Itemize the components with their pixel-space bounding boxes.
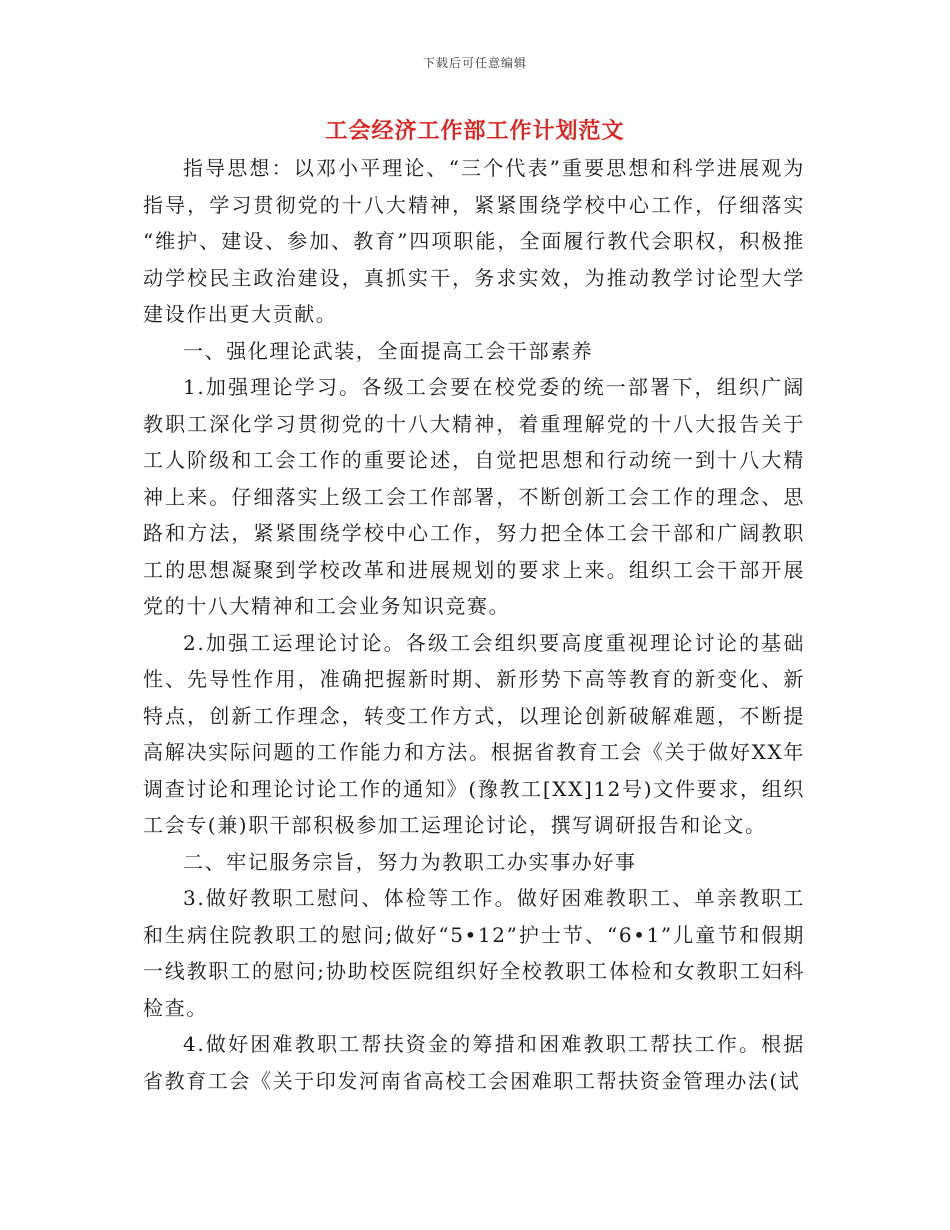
section-heading-2: 二、牢记服务宗旨，努力为教职工办实事办好事 xyxy=(183,849,637,874)
paragraph-item-4: 4.做好困难教职工帮扶资金的筹措和困难教职工帮扶工作。根据省教育工会《关于印发河南省高校工会困难职工帮扶资金管理办法(试 xyxy=(143,1032,805,1093)
paragraph-item-3: 3.做好教职工慰问、体检等工作。做好困难教职工、单亲教职工和生病住院教职工的慰问;做好“5•12”护士节、“6•1”儿童节和假期一线教职工的慰问;协助校医院组织好全校教职工体检和女教职工妇科检查。 xyxy=(143,886,805,1020)
document-body xyxy=(143,150,805,1099)
paragraph-item-2: 2.加强工运理论讨论。各级工会组织要高度重视理论讨论的基础性、先导性作用，准确把握新时期、新形势下高等教育的新变化、新特点，创新工作理念，转变工作方式，以理论创新破解难题，不断提高解决实际问题的工作能力和方法。根据省教育工会《关于做好XX年调查讨论和理论讨论工作的通知》(豫教工[XX]12号)文件要求，组织工会专(兼)职干部积极参加工运理论讨论，撰写调研报告和论文。 xyxy=(143,630,805,837)
paragraph-guiding-ideology: 指导思想：以邓小平理论、“三个代表”重要思想和科学进展观为指导，学习贯彻党的十八大精神，紧紧围绕学校中心工作，仔细落实 “维护、建设、参加、教育”四项职能，全面履行教代会职权，积极推动学校民主政治建设，真抓实干，务求实效，为推动教学讨论型大学建设作出更大贡献。 xyxy=(143,156,805,326)
paragraph-item-1: 1.加强理论学习。各级工会要在校党委的统一部署下，组织广阔教职工深化学习贯彻党的十八大精神，着重理解党的十八大报告关于工人阶级和工会工作的重要论述，自觉把思想和行动统一到十八大精神上来。仔细落实上级工会工作部署，不断创新工会工作的理念、思路和方法，紧紧围绕学校中心工作，努力把全体工会干部和广阔教职工的思想凝聚到学校改革和进展规划的要求上来。组织工会干部开展党的十八大精神和工会业务知识竞赛。 xyxy=(143,375,805,618)
section-heading-1: 一、强化理论武装，全面提高工会干部素养 xyxy=(183,338,594,363)
document-title: 工会经济工作部工作计划范文 xyxy=(325,118,625,144)
header-note: 下载后可任意编辑 xyxy=(422,56,527,70)
